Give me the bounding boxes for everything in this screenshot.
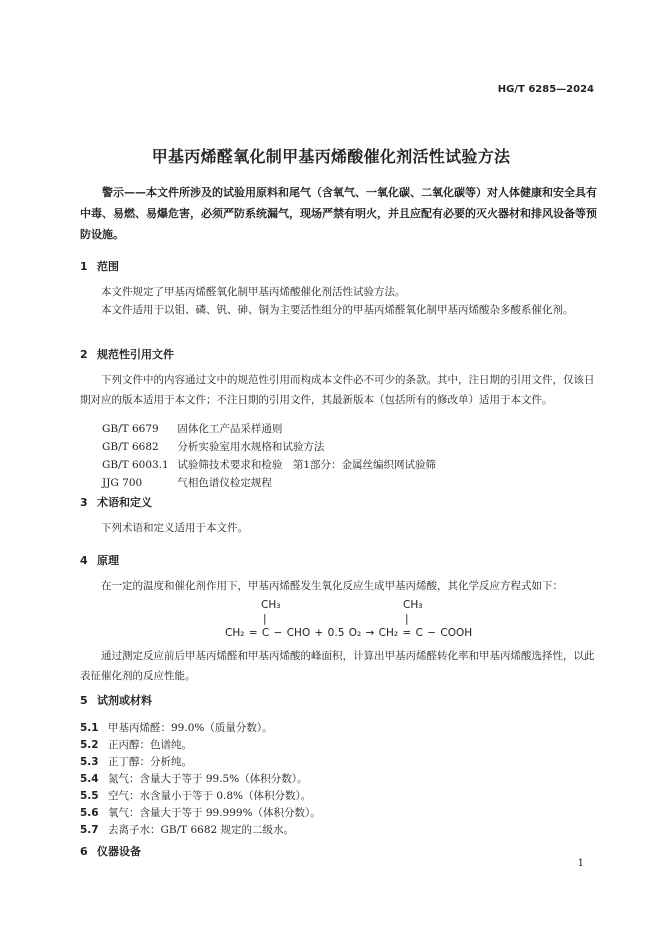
- item-number: 5.1: [80, 722, 99, 734]
- equation-substituent-right: CH₃: [403, 599, 423, 611]
- list-item: [80, 788, 311, 803]
- item-text: 去离子水：GB/T 6682 规定的二级水。: [108, 824, 295, 836]
- list-item: [80, 771, 307, 786]
- section-title: 规范性引用文件: [97, 348, 174, 361]
- item-number: 5.3: [80, 756, 99, 768]
- section-3-heading: [80, 494, 152, 510]
- section-2-heading: [80, 346, 174, 362]
- section-4-paragraph-2: 通过测定反应前后甲基丙烯醛和甲基丙烯酸的峰面积，计算出甲基丙烯醛转化率和甲基丙烯酸选择性，以此表征催化剂的反应性能。: [80, 650, 595, 682]
- section-4-heading: [80, 552, 119, 568]
- document-title: 甲基丙烯醛氧化制甲基丙烯酸催化剂活性试验方法: [151, 147, 511, 166]
- item-text: 甲基丙烯醛：99.0%（质量分数）。: [108, 722, 273, 734]
- warning-paragraph: 警示——本文件所涉及的试验用原料和尾气（含氧气、一氧化碳、二氧化碳等）对人体健康和安全具有中毒、易燃、易爆危害，必须严防系统漏气，现场严禁有明火，并且应配有必要的灭火器材和排风设备等预防设施。: [80, 186, 597, 241]
- equation-substituent-left: CH₃: [261, 599, 281, 611]
- reference-item: [102, 457, 436, 472]
- item-text: 空气：水含量小于等于 0.8%（体积分数）。: [108, 790, 312, 802]
- list-item: [80, 805, 321, 820]
- section-1-paragraph-1: 本文件规定了甲基丙烯醛氧化制甲基丙烯酸催化剂活性试验方法。: [101, 286, 406, 298]
- section-1-paragraph-2: 本文件适用于以钼、磷、钒、砷、铜为主要活性组分的甲基丙烯醛氧化制甲基丙烯酸杂多酸系催化剂。: [101, 304, 574, 316]
- reference-item: [102, 439, 324, 454]
- item-number: 5.7: [80, 824, 99, 836]
- section-number: 6: [80, 845, 88, 858]
- reference-title: 分析实验室用水规格和试验方法: [177, 441, 325, 453]
- section-1-heading: [80, 258, 119, 274]
- list-item: [80, 754, 192, 769]
- section-6-heading: [80, 843, 141, 859]
- section-number: 1: [80, 260, 88, 273]
- reference-code: GB/T 6679: [102, 423, 159, 435]
- item-number: 5.5: [80, 790, 99, 802]
- item-text: 正丁醇：分析纯。: [108, 756, 192, 768]
- chemical-equation: CH₂ = C − CHO + 0.5 O₂ → CH₂ = C − COOH: [225, 627, 473, 639]
- reference-code: GB/T 6003.1: [102, 459, 169, 471]
- section-title: 术语和定义: [97, 496, 152, 509]
- standard-number: HG/T 6285—2024: [497, 84, 594, 95]
- section-4-paragraph-1: 在一定的温度和催化剂作用下，甲基丙烯醛发生氧化反应生成甲基丙烯酸，其化学反应方程式如下：: [101, 580, 563, 592]
- section-2-paragraph-1: 下列文件中的内容通过文中的规范性引用而构成本文件必不可少的条款。其中，注日期的引用文件，仅该日期对应的版本适用于本文件；不注日期的引用文件，其最新版本（包括所有的修改单）适用于本文件。: [80, 374, 595, 406]
- item-number: 5.6: [80, 807, 99, 819]
- section-5-heading: [80, 692, 152, 708]
- page-number: 1: [577, 858, 584, 869]
- section-title: 试剂或材料: [97, 694, 152, 707]
- reference-item: [102, 475, 272, 490]
- reference-code: JJG 700: [102, 477, 143, 489]
- equation-bond-right: |: [405, 613, 409, 625]
- list-item: [80, 737, 192, 752]
- section-title: 范围: [97, 260, 119, 273]
- item-number: 5.2: [80, 739, 99, 751]
- section-number: 2: [80, 348, 88, 361]
- item-text: 氮气：含量大于等于 99.5%（体积分数）。: [108, 773, 308, 785]
- reference-title: 试验筛技术要求和检验 第1部分：金属丝编织网试验筛: [177, 459, 437, 471]
- section-title: 原理: [97, 554, 119, 567]
- section-number: 3: [80, 496, 88, 509]
- reference-item: [102, 421, 282, 436]
- list-item: [80, 720, 273, 735]
- reference-code: GB/T 6682: [102, 441, 159, 453]
- section-3-paragraph-1: 下列术语和定义适用于本文件。: [101, 522, 248, 534]
- equation-bond-left: |: [263, 613, 267, 625]
- list-item: [80, 822, 294, 837]
- item-number: 5.4: [80, 773, 99, 785]
- item-text: 正丙醇：色谱纯。: [108, 739, 192, 751]
- section-number: 5: [80, 694, 88, 707]
- reference-title: 固体化工产品采样通则: [177, 423, 283, 435]
- item-text: 氧气：含量大于等于 99.999%（体积分数）。: [108, 807, 321, 819]
- reference-title: 气相色谱仪检定规程: [177, 477, 272, 489]
- section-title: 仪器设备: [97, 845, 141, 858]
- section-number: 4: [80, 554, 88, 567]
